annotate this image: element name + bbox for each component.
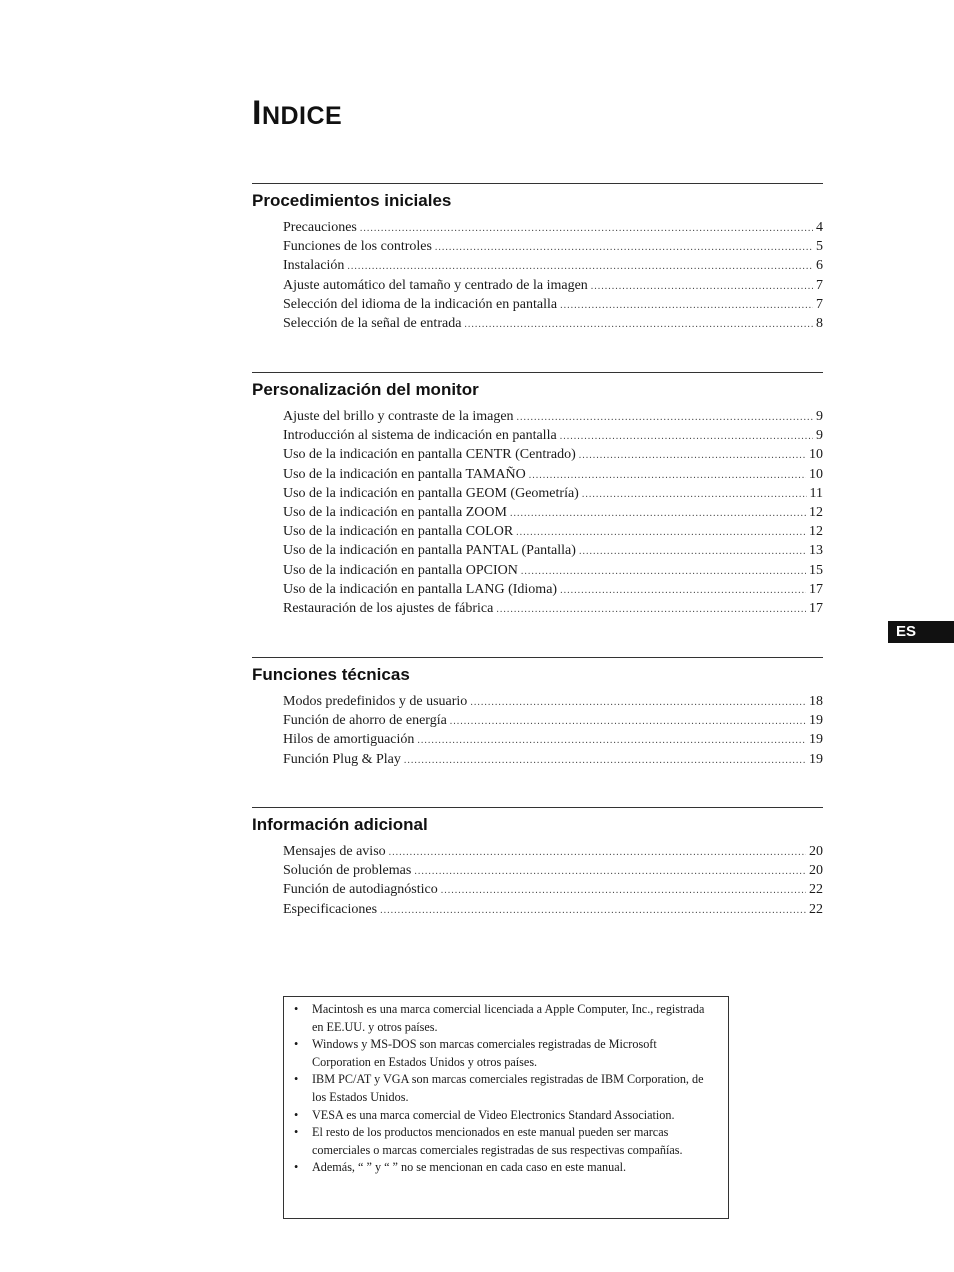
trademark-note: • Windows y MS-DOS son marcas comerciales registradas de Microsoft Corporation en Estados Unidos y otros países.: [294, 1036, 718, 1071]
dot-leader: [464, 315, 813, 334]
section-divider: [252, 807, 823, 808]
toc-entry-page: 19: [809, 751, 823, 767]
title-rest: NDICE: [261, 102, 343, 130]
toc-entry-page: 15: [809, 562, 823, 578]
toc-entry-page: 12: [809, 524, 823, 540]
toc-entry-text: Restauración de los ajustes de fábrica: [283, 600, 494, 616]
toc-entry[interactable]: [283, 503, 823, 522]
dot-leader: [516, 523, 806, 542]
section-divider: [252, 183, 823, 184]
toc-entry-page: 4: [816, 220, 823, 235]
toc-entry-text: Ajuste del brillo y contraste de la imagen: [283, 409, 514, 424]
dot-leader: [360, 219, 813, 238]
section-divider: [252, 657, 823, 658]
toc-entry[interactable]: [283, 314, 823, 333]
toc-entry-text: Uso de la indicación en pantalla LANG (Idioma): [283, 581, 558, 597]
toc-entry-text: Modos predefinidos y de usuario: [283, 694, 468, 709]
toc-entry-text: Hilos de amortiguación: [283, 732, 415, 748]
toc-entry-text: Selección del idioma de la indicación en pantalla: [283, 296, 558, 312]
dot-leader: [470, 693, 806, 712]
toc-entry-page: 10: [809, 466, 823, 482]
toc-entry[interactable]: [283, 484, 823, 503]
section-funciones-tecnicas: [252, 657, 823, 769]
dot-leader: [347, 257, 813, 276]
toc-entry-page: 22: [809, 901, 823, 917]
toc-entry-text: Uso de la indicación en pantalla OPCION: [283, 562, 518, 578]
toc-entry-text: Uso de la indicación en pantalla COLOR: [283, 524, 514, 540]
title-initial: I: [252, 94, 262, 132]
toc-entry[interactable]: [283, 295, 823, 314]
toc-entry-page: 7: [816, 277, 823, 293]
toc-entry-page: 8: [816, 315, 823, 331]
toc-entry-text: Selección de la señal de entrada: [283, 315, 462, 331]
section-procedimientos-iniciales: [252, 183, 823, 333]
toc-entry-page: 20: [809, 844, 823, 859]
toc-entry-page: 19: [809, 713, 823, 729]
toc-entry-page: 7: [816, 296, 823, 312]
toc-entry-text: Solución de problemas: [283, 863, 412, 879]
toc-entry-page: 9: [816, 428, 823, 444]
toc-entry-page: 6: [816, 258, 823, 274]
dot-leader: [582, 485, 807, 504]
toc-entry[interactable]: [283, 561, 823, 580]
section-divider: [252, 372, 823, 373]
toc-entry-text: Especificaciones: [283, 901, 378, 917]
toc-entry-text: Introducción al sistema de indicación en pantalla: [283, 428, 557, 444]
toc-entry-text: Uso de la indicación en pantalla TAMAÑO: [283, 466, 526, 482]
dot-leader: [579, 542, 806, 561]
dot-leader: [560, 581, 806, 600]
dot-leader: [579, 446, 806, 465]
toc-entry-text: Uso de la indicación en pantalla PANTAL (Pantalla): [283, 543, 576, 559]
toc-entry[interactable]: [283, 842, 823, 861]
toc-entry-text: Uso de la indicación en pantalla CENTR (Centrado): [283, 447, 576, 463]
toc-entry[interactable]: [283, 599, 823, 618]
dot-leader: [560, 427, 813, 446]
dot-leader: [380, 901, 806, 920]
section-informacion-adicional: [252, 807, 823, 919]
toc-entry[interactable]: [283, 880, 823, 899]
toc-entry-text: Instalación: [283, 258, 345, 274]
dot-leader: [591, 277, 813, 296]
trademark-note: • Además, “ ” y “ ” no se mencionan en cada caso en este manual.: [294, 1159, 718, 1177]
toc-entry-page: 18: [809, 694, 823, 709]
toc-entry-text: Precauciones: [283, 220, 357, 235]
trademark-note: • Macintosh es una marca comercial licenciada a Apple Computer, Inc., registrada en EE.UU. y otros países.: [294, 1001, 718, 1036]
toc-entry[interactable]: [283, 750, 823, 769]
toc-entry-page: 20: [809, 863, 823, 879]
page-title: [252, 94, 342, 133]
dot-leader: [441, 881, 806, 900]
toc-entry[interactable]: [283, 730, 823, 749]
dot-leader: [510, 504, 806, 523]
toc-entry-text: Función de ahorro de energía: [283, 713, 447, 729]
toc-entry[interactable]: [283, 445, 823, 464]
section-personalizacion-del-monitor: [252, 372, 823, 618]
section-heading: Procedimientos iniciales: [252, 191, 452, 210]
trademark-list: [294, 1001, 718, 1177]
toc-entry[interactable]: [283, 237, 823, 256]
toc-entry-text: Uso de la indicación en pantalla GEOM (Geometría): [283, 485, 579, 501]
toc-entry-text: Mensajes de aviso: [283, 844, 386, 859]
section-heading: Personalización del monitor: [252, 380, 479, 399]
trademark-note: • VESA es una marca comercial de Video Electronics Standard Association.: [294, 1107, 718, 1125]
dot-leader: [560, 296, 813, 315]
dot-leader: [521, 562, 806, 581]
trademark-note: • IBM PC/AT y VGA son marcas comerciales registradas de IBM Corporation, de los Estados Unidos.: [294, 1071, 718, 1106]
section-heading: Información adicional: [252, 815, 428, 834]
dot-leader: [517, 408, 813, 427]
toc-entry-page: 11: [809, 485, 823, 501]
toc-entry[interactable]: [283, 465, 823, 484]
language-tab: ES: [888, 621, 954, 643]
toc-entry-page: 13: [809, 543, 823, 559]
dot-leader: [404, 751, 806, 770]
dot-leader: [417, 731, 806, 750]
dot-leader: [414, 862, 806, 881]
dot-leader: [496, 600, 806, 619]
toc-entry[interactable]: [283, 692, 823, 711]
section-heading: Funciones técnicas: [252, 665, 410, 684]
dot-leader: [435, 238, 813, 257]
trademark-note: • El resto de los productos mencionados en este manual pueden ser marcas comerciales o marcas comerciales registradas de sus respectivas compañías.: [294, 1124, 718, 1159]
trademark-notes-box: [283, 996, 729, 1219]
toc-entry[interactable]: [283, 900, 823, 919]
toc-entry[interactable]: [283, 711, 823, 730]
dot-leader: [450, 712, 806, 731]
toc-entry[interactable]: [283, 407, 823, 426]
toc-entry-text: Uso de la indicación en pantalla ZOOM: [283, 504, 507, 520]
dot-leader: [529, 466, 806, 485]
toc-entry[interactable]: [283, 861, 823, 880]
toc-entry-page: 19: [809, 732, 823, 748]
toc-entry-page: 10: [809, 447, 823, 463]
toc-entry[interactable]: [283, 218, 823, 237]
toc-entry-page: 12: [809, 504, 823, 520]
toc-entry[interactable]: [283, 426, 823, 445]
toc-entry-page: 22: [809, 882, 823, 898]
toc-entry-page: 17: [809, 600, 823, 616]
dot-leader: [389, 843, 806, 862]
toc-entry[interactable]: [283, 276, 823, 295]
toc-entry-page: 17: [809, 581, 823, 597]
toc-entry-text: Ajuste automático del tamaño y centrado de la imagen: [283, 277, 588, 293]
toc-entry-text: Función de autodiagnóstico: [283, 882, 438, 898]
toc-entry[interactable]: [283, 256, 823, 275]
toc-entry[interactable]: [283, 580, 823, 599]
toc-entry-page: 9: [816, 409, 823, 424]
toc-entry-page: 5: [816, 239, 823, 255]
toc-entry-text: Funciones de los controles: [283, 239, 432, 255]
toc-entry[interactable]: [283, 541, 823, 560]
toc-entry-text: Función Plug & Play: [283, 751, 401, 767]
toc-entry[interactable]: [283, 522, 823, 541]
